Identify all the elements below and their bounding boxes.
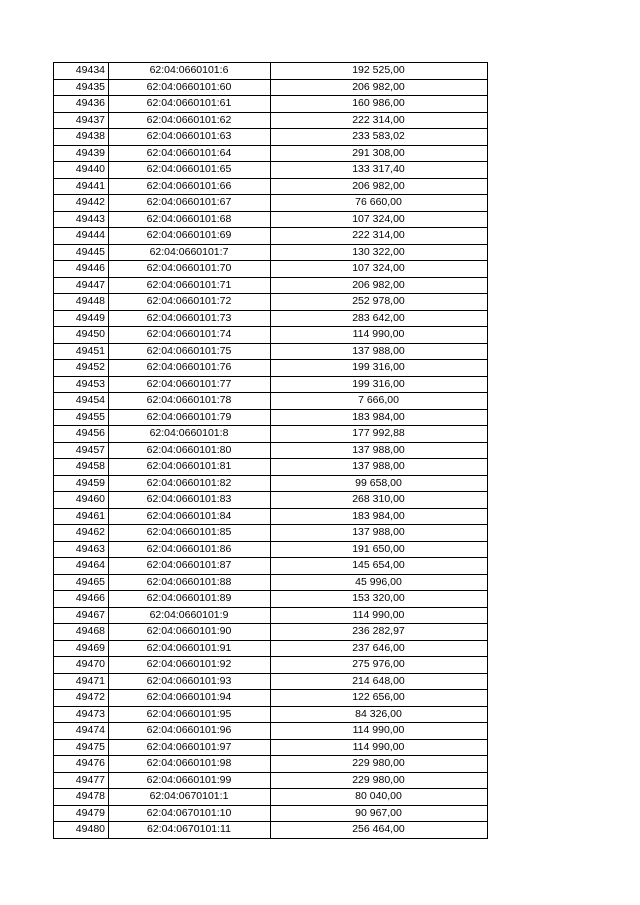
row-number-cell: 49440 (54, 162, 109, 179)
row-number-cell: 49436 (54, 96, 109, 113)
cadastral-number-cell: 62:04:0660101:75 (109, 343, 271, 360)
row-number-cell: 49447 (54, 277, 109, 294)
row-number-cell: 49467 (54, 607, 109, 624)
cadastral-number-cell: 62:04:0660101:97 (109, 739, 271, 756)
table-row (54, 294, 488, 311)
table-row (54, 442, 488, 459)
table-row (54, 690, 488, 707)
cadastral-number-cell: 62:04:0660101:79 (109, 409, 271, 426)
row-number-cell: 49463 (54, 541, 109, 558)
table-row (54, 723, 488, 740)
row-number-cell: 49448 (54, 294, 109, 311)
table-row (54, 508, 488, 525)
table-row (54, 558, 488, 575)
row-number-cell: 49475 (54, 739, 109, 756)
cadastral-value-cell: 183 984,00 (271, 409, 488, 426)
row-number-cell: 49446 (54, 261, 109, 278)
cadastral-number-cell: 62:04:0660101:80 (109, 442, 271, 459)
cadastral-number-cell: 62:04:0660101:71 (109, 277, 271, 294)
cadastral-value-cell: 291 308,00 (271, 145, 488, 162)
cadastral-value-cell: 268 310,00 (271, 492, 488, 509)
row-number-cell: 49439 (54, 145, 109, 162)
cadastral-value-cell: 222 314,00 (271, 112, 488, 129)
table-row (54, 492, 488, 509)
row-number-cell: 49438 (54, 129, 109, 146)
row-number-cell: 49443 (54, 211, 109, 228)
cadastral-value-cell: 114 990,00 (271, 327, 488, 344)
table-row (54, 162, 488, 179)
cadastral-number-cell: 62:04:0660101:9 (109, 607, 271, 624)
cadastral-value-cell: 84 326,00 (271, 706, 488, 723)
cadastral-number-cell: 62:04:0660101:74 (109, 327, 271, 344)
cadastral-value-cell: 236 282,97 (271, 624, 488, 641)
table-row (54, 772, 488, 789)
table-row (54, 657, 488, 674)
table-row (54, 393, 488, 410)
cadastral-number-cell: 62:04:0660101:77 (109, 376, 271, 393)
cadastral-value-cell: 7 666,00 (271, 393, 488, 410)
table-row (54, 756, 488, 773)
table-row (54, 591, 488, 608)
cadastral-number-cell: 62:04:0660101:87 (109, 558, 271, 575)
row-number-cell: 49470 (54, 657, 109, 674)
cadastral-value-cell: 283 642,00 (271, 310, 488, 327)
table-row (54, 211, 488, 228)
cadastral-value-cell: 237 646,00 (271, 640, 488, 657)
row-number-cell: 49462 (54, 525, 109, 542)
cadastral-value-cell: 252 978,00 (271, 294, 488, 311)
table-row (54, 228, 488, 245)
table-row (54, 525, 488, 542)
table-row (54, 409, 488, 426)
cadastral-value-cell: 275 976,00 (271, 657, 488, 674)
table-row (54, 96, 488, 113)
row-number-cell: 49465 (54, 574, 109, 591)
cadastral-value-cell: 153 320,00 (271, 591, 488, 608)
row-number-cell: 49477 (54, 772, 109, 789)
row-number-cell: 49476 (54, 756, 109, 773)
cadastral-value-cell: 145 654,00 (271, 558, 488, 575)
cadastral-number-cell: 62:04:0660101:92 (109, 657, 271, 674)
cadastral-value-cell: 99 658,00 (271, 475, 488, 492)
cadastral-value-cell: 199 316,00 (271, 360, 488, 377)
table-row (54, 805, 488, 822)
cadastral-number-cell: 62:04:0660101:90 (109, 624, 271, 641)
cadastral-value-cell: 80 040,00 (271, 789, 488, 806)
cadastral-value-cell: 206 982,00 (271, 277, 488, 294)
cadastral-value-cell: 183 984,00 (271, 508, 488, 525)
cadastral-number-cell: 62:04:0660101:69 (109, 228, 271, 245)
table-row (54, 475, 488, 492)
cadastral-value-cell: 160 986,00 (271, 96, 488, 113)
cadastral-value-cell: 177 992,88 (271, 426, 488, 443)
cadastral-number-cell: 62:04:0660101:81 (109, 459, 271, 476)
row-number-cell: 49445 (54, 244, 109, 261)
table-row (54, 310, 488, 327)
table-row (54, 129, 488, 146)
table-row (54, 195, 488, 212)
cadastral-value-cell: 114 990,00 (271, 607, 488, 624)
row-number-cell: 49453 (54, 376, 109, 393)
table-row (54, 607, 488, 624)
row-number-cell: 49458 (54, 459, 109, 476)
cadastral-value-cell: 130 322,00 (271, 244, 488, 261)
table-row (54, 112, 488, 129)
table-row (54, 277, 488, 294)
cadastral-number-cell: 62:04:0660101:62 (109, 112, 271, 129)
cadastral-number-cell: 62:04:0660101:72 (109, 294, 271, 311)
cadastral-number-cell: 62:04:0670101:11 (109, 822, 271, 839)
cadastral-number-cell: 62:04:0660101:98 (109, 756, 271, 773)
cadastral-value-cell: 199 316,00 (271, 376, 488, 393)
row-number-cell: 49478 (54, 789, 109, 806)
cadastral-value-cell: 137 988,00 (271, 525, 488, 542)
cadastral-value-cell: 192 525,00 (271, 63, 488, 80)
row-number-cell: 49451 (54, 343, 109, 360)
table-row (54, 79, 488, 96)
cadastral-number-cell: 62:04:0660101:78 (109, 393, 271, 410)
table-row (54, 459, 488, 476)
cadastral-number-cell: 62:04:0660101:7 (109, 244, 271, 261)
row-number-cell: 49459 (54, 475, 109, 492)
cadastral-number-cell: 62:04:0660101:91 (109, 640, 271, 657)
cadastral-number-cell: 62:04:0660101:83 (109, 492, 271, 509)
cadastral-number-cell: 62:04:0660101:64 (109, 145, 271, 162)
table-row (54, 640, 488, 657)
table-row (54, 789, 488, 806)
table-row (54, 574, 488, 591)
table-row (54, 541, 488, 558)
cadastral-value-cell: 256 464,00 (271, 822, 488, 839)
cadastral-number-cell: 62:04:0660101:60 (109, 79, 271, 96)
cadastral-number-cell: 62:04:0670101:1 (109, 789, 271, 806)
cadastral-value-table (53, 62, 488, 839)
cadastral-number-cell: 62:04:0660101:95 (109, 706, 271, 723)
table-body (54, 63, 488, 839)
row-number-cell: 49474 (54, 723, 109, 740)
cadastral-number-cell: 62:04:0660101:82 (109, 475, 271, 492)
row-number-cell: 49435 (54, 79, 109, 96)
table-row (54, 360, 488, 377)
cadastral-number-cell: 62:04:0660101:6 (109, 63, 271, 80)
cadastral-number-cell: 62:04:0660101:84 (109, 508, 271, 525)
row-number-cell: 49471 (54, 673, 109, 690)
row-number-cell: 49457 (54, 442, 109, 459)
table-row (54, 63, 488, 80)
table-row (54, 178, 488, 195)
table-row (54, 624, 488, 641)
cadastral-value-cell: 137 988,00 (271, 343, 488, 360)
row-number-cell: 49434 (54, 63, 109, 80)
cadastral-number-cell: 62:04:0660101:88 (109, 574, 271, 591)
cadastral-value-cell: 133 317,40 (271, 162, 488, 179)
row-number-cell: 49455 (54, 409, 109, 426)
row-number-cell: 49442 (54, 195, 109, 212)
table-row (54, 706, 488, 723)
cadastral-value-cell: 233 583,02 (271, 129, 488, 146)
row-number-cell: 49441 (54, 178, 109, 195)
cadastral-value-cell: 90 967,00 (271, 805, 488, 822)
row-number-cell: 49466 (54, 591, 109, 608)
row-number-cell: 49452 (54, 360, 109, 377)
row-number-cell: 49464 (54, 558, 109, 575)
cadastral-number-cell: 62:04:0660101:85 (109, 525, 271, 542)
cadastral-number-cell: 62:04:0660101:73 (109, 310, 271, 327)
cadastral-number-cell: 62:04:0660101:86 (109, 541, 271, 558)
row-number-cell: 49444 (54, 228, 109, 245)
cadastral-value-cell: 222 314,00 (271, 228, 488, 245)
cadastral-value-cell: 206 982,00 (271, 178, 488, 195)
cadastral-number-cell: 62:04:0660101:63 (109, 129, 271, 146)
row-number-cell: 49454 (54, 393, 109, 410)
table-row (54, 822, 488, 839)
cadastral-number-cell: 62:04:0660101:76 (109, 360, 271, 377)
cadastral-number-cell: 62:04:0660101:89 (109, 591, 271, 608)
cadastral-number-cell: 62:04:0660101:94 (109, 690, 271, 707)
row-number-cell: 49473 (54, 706, 109, 723)
row-number-cell: 49468 (54, 624, 109, 641)
table-row (54, 244, 488, 261)
table-row (54, 376, 488, 393)
cadastral-number-cell: 62:04:0660101:65 (109, 162, 271, 179)
cadastral-value-cell: 107 324,00 (271, 211, 488, 228)
cadastral-number-cell: 62:04:0660101:99 (109, 772, 271, 789)
row-number-cell: 49461 (54, 508, 109, 525)
cadastral-number-cell: 62:04:0660101:66 (109, 178, 271, 195)
row-number-cell: 49449 (54, 310, 109, 327)
cadastral-value-cell: 206 982,00 (271, 79, 488, 96)
row-number-cell: 49437 (54, 112, 109, 129)
table-row (54, 426, 488, 443)
cadastral-value-cell: 229 980,00 (271, 772, 488, 789)
cadastral-number-cell: 62:04:0670101:10 (109, 805, 271, 822)
cadastral-value-cell: 214 648,00 (271, 673, 488, 690)
cadastral-value-cell: 114 990,00 (271, 723, 488, 740)
table-row (54, 327, 488, 344)
row-number-cell: 49450 (54, 327, 109, 344)
cadastral-number-cell: 62:04:0660101:70 (109, 261, 271, 278)
cadastral-value-cell: 191 650,00 (271, 541, 488, 558)
row-number-cell: 49480 (54, 822, 109, 839)
table-row (54, 261, 488, 278)
cadastral-number-cell: 62:04:0660101:96 (109, 723, 271, 740)
cadastral-value-cell: 76 660,00 (271, 195, 488, 212)
table-row (54, 145, 488, 162)
cadastral-number-cell: 62:04:0660101:8 (109, 426, 271, 443)
cadastral-value-cell: 229 980,00 (271, 756, 488, 773)
cadastral-number-cell: 62:04:0660101:67 (109, 195, 271, 212)
table-row (54, 739, 488, 756)
cadastral-number-cell: 62:04:0660101:93 (109, 673, 271, 690)
cadastral-number-cell: 62:04:0660101:61 (109, 96, 271, 113)
cadastral-value-cell: 137 988,00 (271, 459, 488, 476)
row-number-cell: 49460 (54, 492, 109, 509)
row-number-cell: 49472 (54, 690, 109, 707)
row-number-cell: 49456 (54, 426, 109, 443)
cadastral-value-cell: 107 324,00 (271, 261, 488, 278)
cadastral-number-cell: 62:04:0660101:68 (109, 211, 271, 228)
table-row (54, 673, 488, 690)
cadastral-value-cell: 122 656,00 (271, 690, 488, 707)
row-number-cell: 49479 (54, 805, 109, 822)
row-number-cell: 49469 (54, 640, 109, 657)
cadastral-value-cell: 137 988,00 (271, 442, 488, 459)
cadastral-value-cell: 114 990,00 (271, 739, 488, 756)
table-row (54, 343, 488, 360)
cadastral-value-cell: 45 996,00 (271, 574, 488, 591)
